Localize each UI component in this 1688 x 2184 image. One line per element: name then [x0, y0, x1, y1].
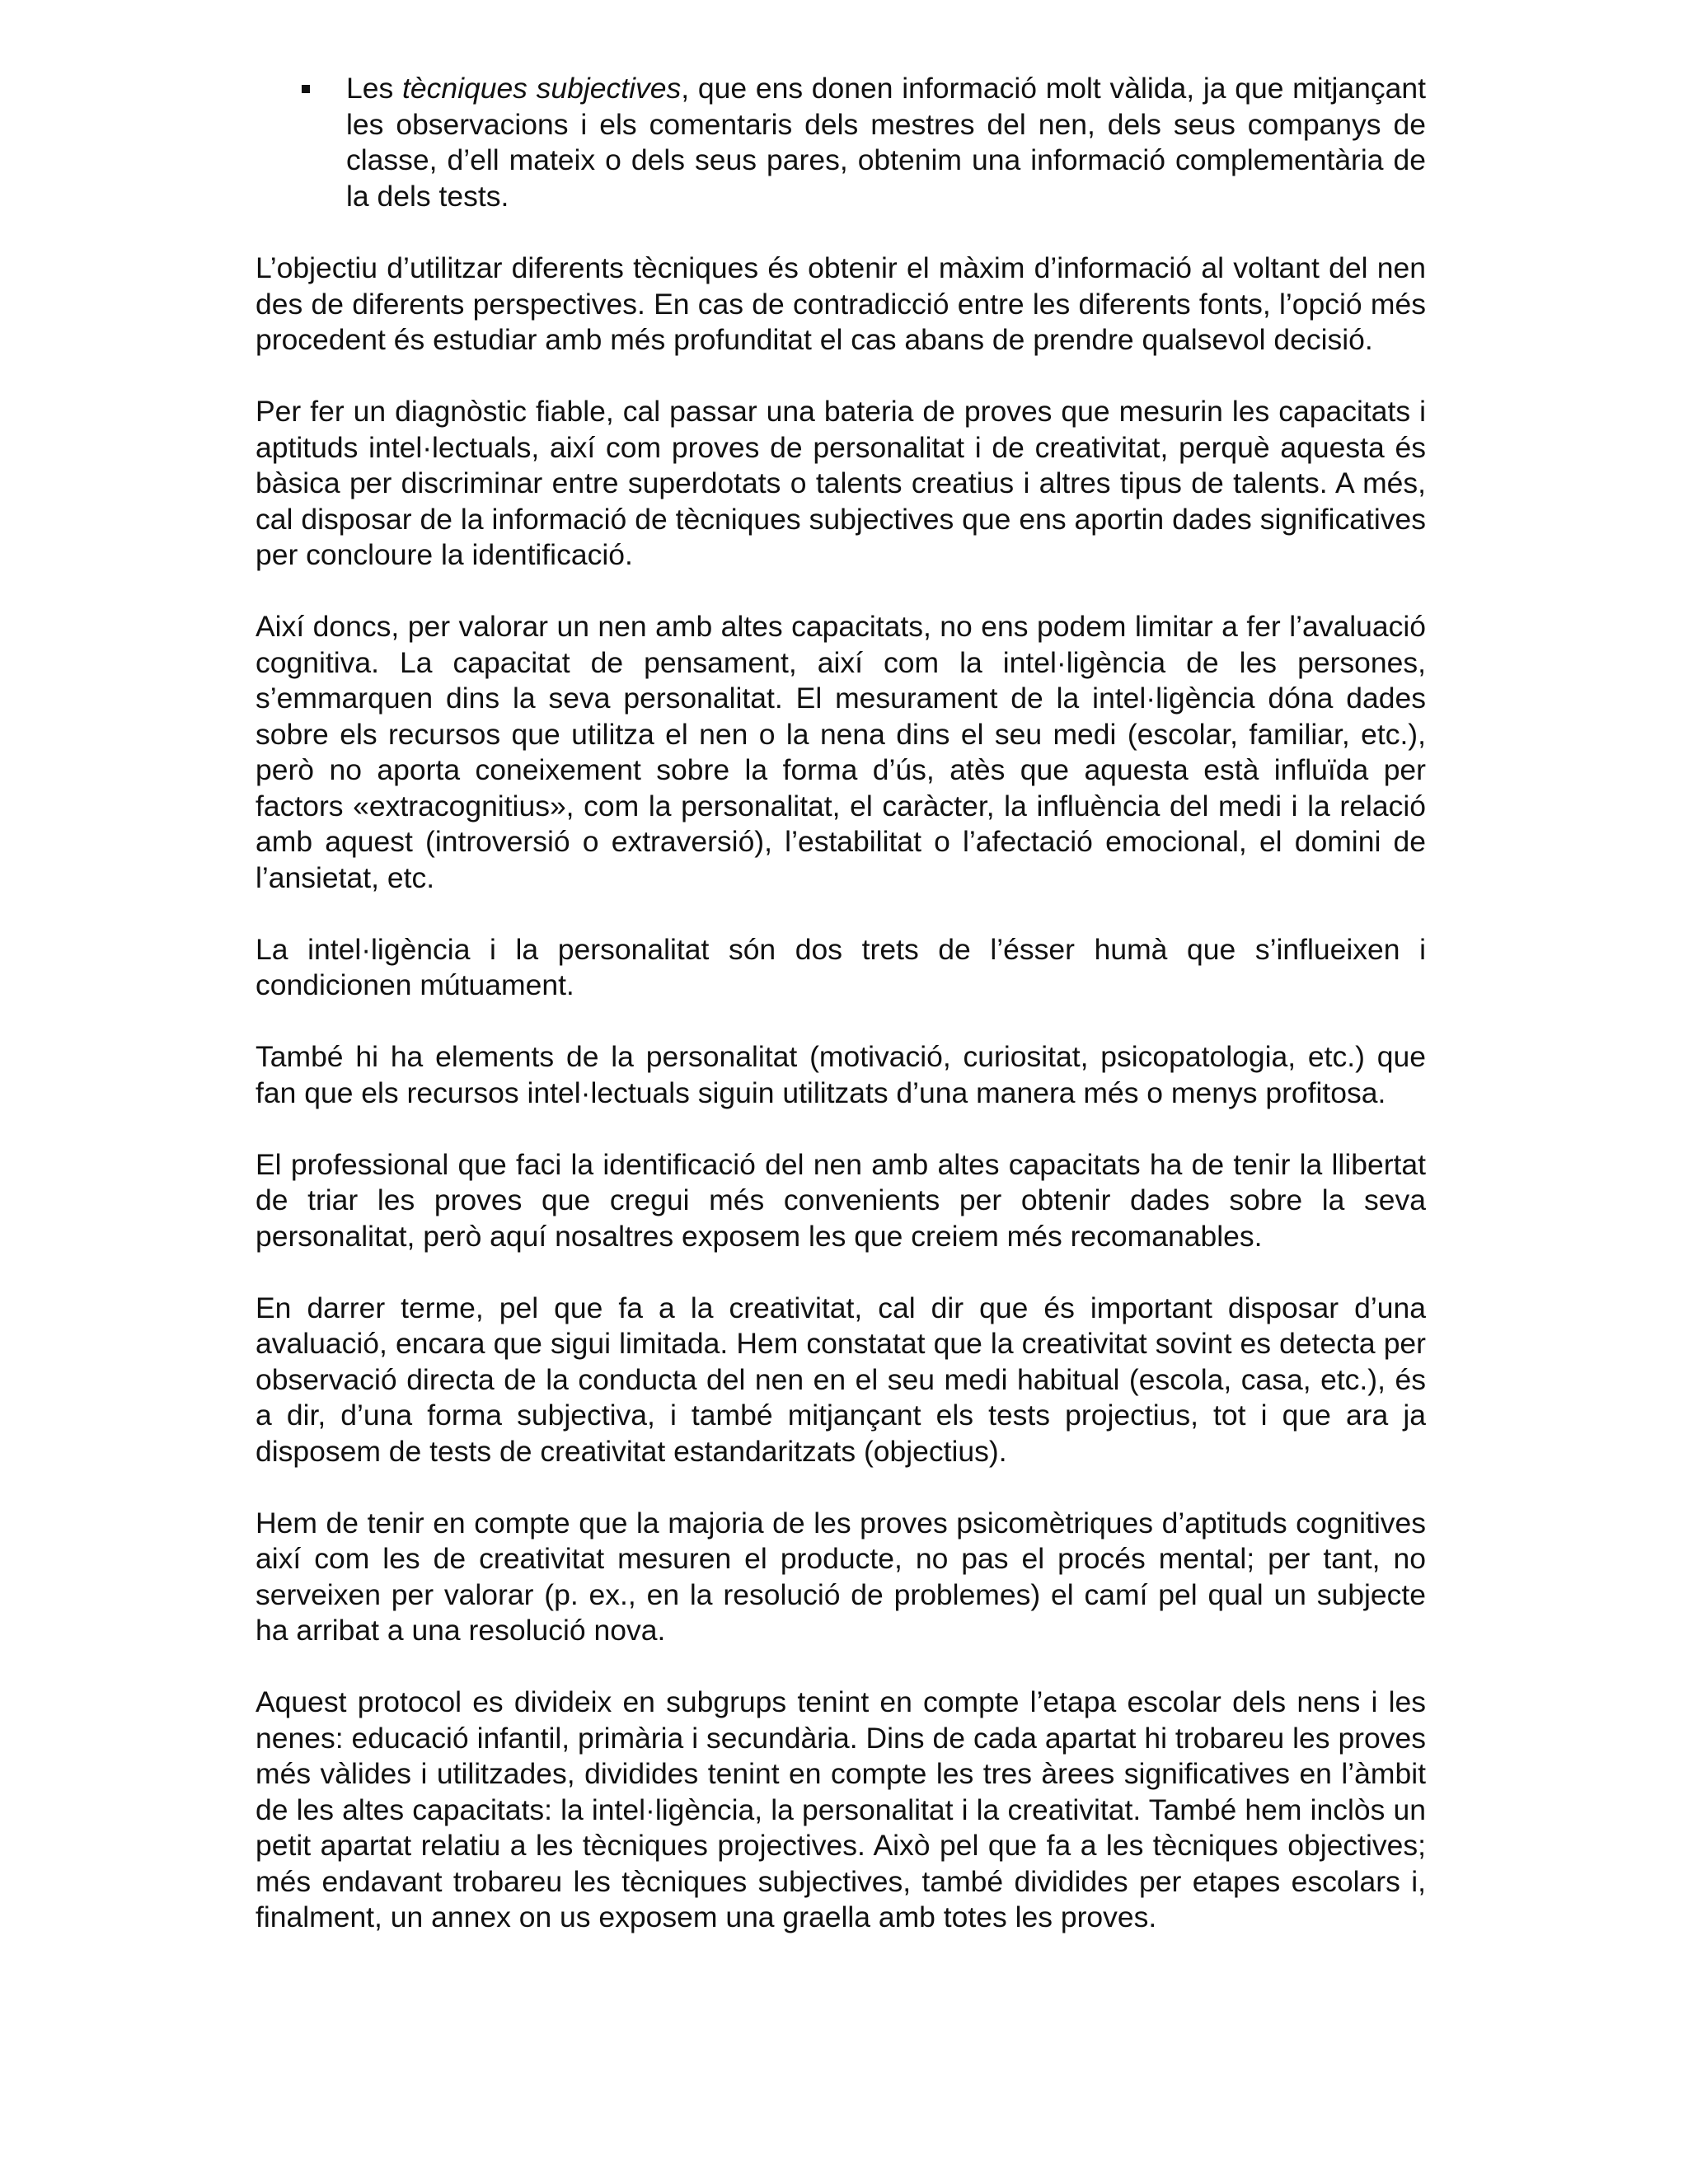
document-page — [256, 71, 1426, 1936]
paragraph-3: Així doncs, per valorar un nen amb altes capacitats, no ens podem limitar a fer l’avaluació cognitiva. La capacitat de pensament, així com la intel·ligència de les persones, s’emmarquen dins la seva personalitat. El mesurament de la intel·ligència dóna dades sobre els recursos que utilitza el nen o la nena dins el seu medi (escolar, familiar, etc.), però no aporta coneixement sobre la forma d’ús, atès que aquesta està influïda per factors «extracognitius», com la personalitat, el caràcter, la influència del medi i la relació amb aquest (introversió o extraversió), l’estabilitat o l’afectació emocional, el domini de l’ansietat, etc. — [256, 610, 1426, 894]
bullet-term: tècniques subjectives — [401, 72, 682, 105]
paragraph-1: L’objectiu d’utilitzar diferents tècniques és obtenir el màxim d’informació al voltant del nen des de diferents perspectives. En cas de contradicció entre les diferents fonts, l’opció més procedent és estudiar amb més profunditat el cas abans de prendre qualsevol decisió. — [256, 251, 1426, 356]
paragraph-4: La intel·ligència i la personalitat són dos trets de l’ésser humà que s’influeixen i condicionen mútuament. — [256, 932, 1426, 1001]
paragraph-7: En darrer terme, pel que fa a la creativitat, cal dir que és important disposar d’una avaluació, encara que sigui limitada. Hem constatat que la creativitat sovint es detecta per observació directa de la conducta del nen en el seu medi habitual (escola, casa, etc.), és a dir, d’una forma subjectiva, i també mitjançant els tests projectius, tot i que ara ja disposem de tests de creativitat estandaritzats (objectius). — [256, 1291, 1426, 1468]
square-bullet-icon — [302, 85, 310, 93]
paragraph-9: Aquest protocol es divideix en subgrups tenint en compte l’etapa escolar dels nens i les nenes: educació infantil, primària i secundària. Dins de cada apartat hi trobareu les proves més vàlides i utilitzades, dividides tenint en compte les tres àrees significatives en l’àmbit de les altes capacitats: la intel·ligència, la personalitat i la creativitat. També hem inclòs un petit apartat relatiu a les tècniques projectives. Això pel que fa a les tècniques objectives; més endavant trobareu les tècniques subjectives, també dividides per etapes escolars i, finalment, un annex on us exposem una graella amb totes les proves. — [256, 1685, 1426, 1933]
bullet-text: , que ens donen informació molt vàlida, ja que mitjançant les observacions i els comentaris dels mestres del nen, dels seus companys de classe, d’ell mateix o dels seus pares, obtenim una informació complementària de la dels tests. — [346, 72, 1426, 213]
paragraph-8: Hem de tenir en compte que la majoria de les proves psicomètriques d’aptituds cognitives així com les de creativitat mesuren el producte, no pas el procés mental; per tant, no serveixen per valorar (p. ex., en la resolució de problemes) el camí pel qual un subjecte ha arribat a una resolució nova. — [256, 1506, 1426, 1647]
paragraph-6: El professional que faci la identificació del nen amb altes capacitats ha de tenir la llibertat de triar les proves que cregui més convenients per obtenir dades sobre la seva personalitat, però aquí nosaltres exposem les que creiem més recomanables. — [256, 1147, 1426, 1253]
bullet-lead: Les — [346, 72, 402, 105]
bullet-list — [256, 71, 1426, 214]
paragraph-5: També hi ha elements de la personalitat (motivació, curiositat, psicopatologia, etc.) que fan que els recursos intel·lectuals siguin utilitzats d’una manera més o menys profitosa. — [256, 1040, 1426, 1109]
paragraph-2: Per fer un diagnòstic fiable, cal passar una bateria de proves que mesurin les capacitats i aptituds intel·lectuals, així com proves de personalitat i de creativitat, perquè aquesta és bàsica per discriminar entre superdotats o talents creatius i altres tipus de talents. A més, cal disposar de la informació de tècniques subjectives que ens aportin dades significatives per concloure la identificació. — [256, 395, 1426, 571]
bullet-item-subjective-techniques — [346, 71, 1426, 214]
